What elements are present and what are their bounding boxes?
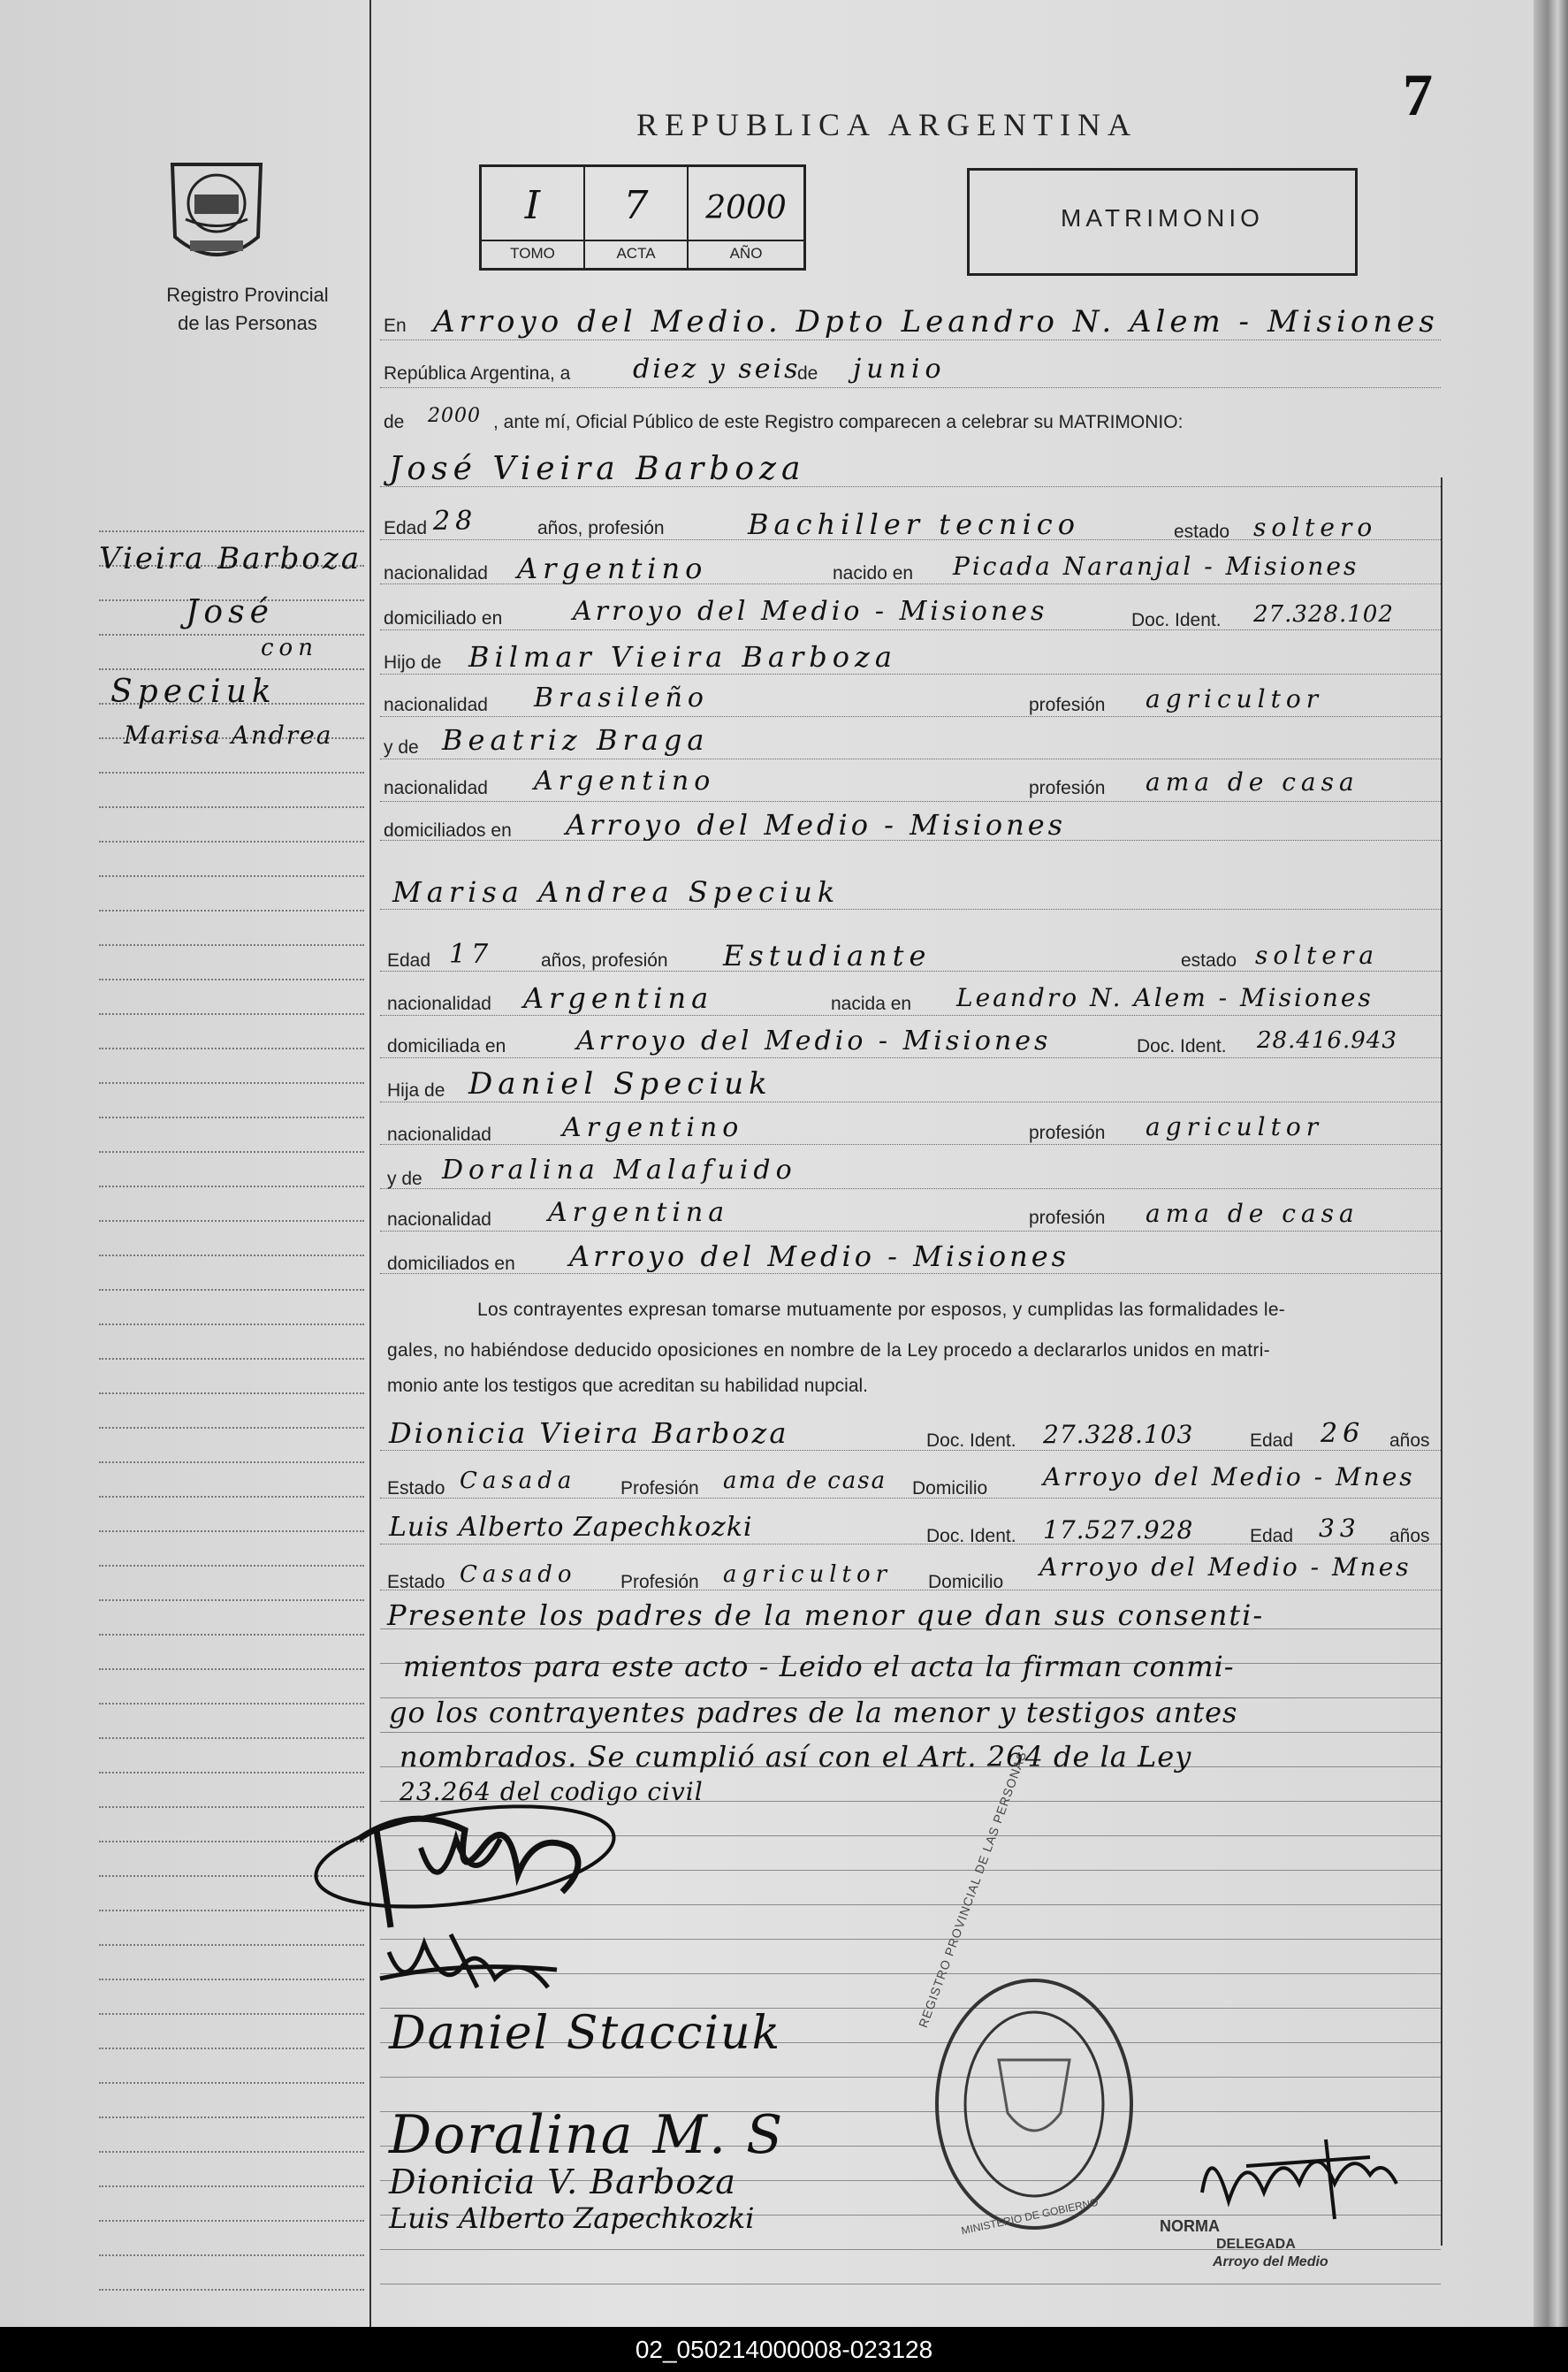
groom-estado: soltero: [1253, 513, 1378, 542]
bride-nacida-label: nacida en: [831, 994, 912, 1014]
witness1-prof-label: Profesión: [620, 1478, 699, 1499]
ruled-line: [380, 1732, 1441, 1733]
bride-father-prof-label: profesión: [1029, 1123, 1106, 1143]
officer-line3: Arroyo del Medio: [1213, 2254, 1328, 2269]
groom-mother: Beatriz Braga: [442, 723, 710, 757]
margin-dotted-line: [99, 806, 364, 808]
bride-doc: 28.416.943: [1257, 1027, 1397, 1054]
witness1-anos-label: años: [1389, 1430, 1430, 1451]
notes-line3: go los contrayentes padres de la menor y testigos antes: [389, 1696, 1238, 1729]
official-stamp-icon: [928, 1972, 1140, 2237]
bride-nacida-en: Leandro N. Alem - Misiones: [956, 983, 1374, 1012]
groom-mother-prof: ama de casa: [1146, 767, 1359, 797]
page-number: 7: [1403, 61, 1433, 128]
field-underline: [380, 1498, 1441, 1499]
margin-note-bride-surname: Speciuk: [110, 674, 277, 710]
margin-dotted-line: [99, 668, 364, 670]
groom-anos-label: años, profesión: [537, 518, 665, 538]
bride-nac-label: nacionalidad: [387, 994, 491, 1014]
bride-mother: Doralina Malafuido: [442, 1155, 797, 1186]
margin-dotted-line: [99, 530, 364, 532]
witness1-prof: ama de casa: [723, 1468, 887, 1494]
witness2-dom: Arroyo del Medio - Mnes: [1039, 1552, 1412, 1582]
field-underline: [380, 1188, 1441, 1189]
witness2-anos-label: años: [1389, 1526, 1430, 1546]
margin-dotted-line: [99, 1220, 364, 1222]
margin-dotted-line: [99, 1323, 364, 1325]
ano-label: AÑO: [689, 240, 803, 263]
acta-label: ACTA: [585, 240, 687, 263]
field-underline: [380, 629, 1441, 630]
groom-father-prof: agricultor: [1146, 684, 1324, 713]
label-republica: República Argentina, a: [384, 363, 571, 384]
groom-parents-dom-label: domiciliados en: [384, 820, 512, 841]
bride-nacionalidad: Argentina: [523, 981, 714, 1015]
margin-dotted-line: [99, 772, 364, 774]
witness2-prof: agricultor: [723, 1561, 893, 1588]
margin-dotted-line: [99, 1082, 364, 1084]
margin-dotted-line: [99, 1048, 364, 1049]
margin-dotted-line: [99, 1565, 364, 1567]
margin-dotted-line: [99, 1634, 364, 1636]
bride-profesion: Estudiante: [723, 939, 932, 972]
bride-mother-prof: ama de casa: [1146, 1199, 1359, 1228]
bride-anos-label: años, profesión: [541, 950, 668, 971]
bride-mother-nac: Argentina: [548, 1197, 730, 1228]
stamp-bottom-text: MINISTERIO DE GOBIERNO: [960, 2195, 1100, 2238]
field-underline: [380, 1273, 1441, 1274]
bride-hija-label: Hija de: [387, 1080, 445, 1101]
bride-edad-label: Edad: [387, 950, 431, 971]
groom-father-prof-label: profesión: [1029, 695, 1106, 715]
signature-officer-scribble: [1193, 2131, 1405, 2228]
groom-edad-label: Edad: [384, 518, 428, 538]
margin-dotted-line: [99, 1599, 364, 1601]
groom-name: José Vieira Barboza: [389, 451, 806, 487]
bride-estado: soltera: [1255, 941, 1380, 970]
bride-father: Daniel Speciuk: [468, 1066, 773, 1102]
witness2-estado: Casado: [460, 1561, 577, 1588]
tomo-value: I: [524, 183, 541, 228]
bride-domicilio: Arroyo del Medio - Misiones: [576, 1026, 1052, 1056]
witness2-name: Luis Alberto Zapechkozki: [389, 1512, 753, 1543]
groom-mother-nac: Argentino: [534, 766, 716, 797]
margin-dotted-line: [99, 2220, 364, 2222]
field-underline: [380, 801, 1441, 802]
label-de-month: de: [797, 363, 818, 384]
scan-id-bar: [0, 2327, 1568, 2372]
groom-nacido-label: nacido en: [833, 563, 914, 583]
bride-mother-prof-label: profesión: [1029, 1208, 1106, 1228]
margin-dotted-line: [99, 1530, 364, 1532]
label-en: En: [384, 316, 407, 336]
notes-line4: nombrados. Se cumplió así con el Art. 264 de la Ley: [400, 1740, 1192, 1773]
witness1-edad: 26: [1321, 1418, 1366, 1449]
label-de-year: de: [384, 412, 405, 432]
acta-cell: [585, 167, 689, 268]
field-underline: [380, 909, 1441, 910]
officer-line1: NORMA: [1160, 2217, 1220, 2235]
margin-dotted-line: [99, 910, 364, 911]
margin-note-bride-given: Marisa Andrea: [124, 721, 333, 750]
margin-dotted-line: [99, 1668, 364, 1670]
record-type: MATRIMONIO: [1061, 204, 1264, 232]
bride-father-prof: agricultor: [1146, 1112, 1324, 1141]
groom-doc: 27.328.102: [1253, 601, 1394, 628]
groom-mother-nac-label: nacionalidad: [384, 778, 488, 798]
witness2-doc: 17.527.928: [1043, 1515, 1194, 1544]
stamp-ring-text: REGISTRO PROVINCIAL DE LAS PERSONAS: [916, 1749, 1030, 2030]
province-seal-icon: [159, 149, 274, 272]
witness2-edad-label: Edad: [1250, 1526, 1294, 1546]
groom-edad: 28: [433, 506, 478, 537]
groom-nacido-en: Picada Naranjal - Misiones: [953, 552, 1359, 581]
margin-dotted-line: [99, 841, 364, 843]
groom-hijo-label: Hijo de: [384, 652, 442, 673]
margin-dotted-line: [99, 1392, 364, 1394]
record-id-box: [479, 164, 806, 271]
field-underline: [380, 1057, 1441, 1058]
signature-witness2: Luis Alberto Zapechkozki: [389, 2201, 755, 2235]
witness2-doc-label: Doc. Ident.: [926, 1526, 1016, 1546]
marriage-place: Arroyo del Medio. Dpto Leandro N. Alem - Misiones: [433, 304, 1439, 339]
field-underline: [380, 387, 1441, 388]
registry-line2: de las Personas: [178, 312, 317, 334]
bride-name: Marisa Andrea Speciuk: [392, 875, 841, 909]
margin-dotted-line: [99, 2185, 364, 2187]
margin-dotted-line: [99, 1461, 364, 1463]
margin-dotted-line: [99, 944, 364, 946]
bride-parents-dom-label: domiciliados en: [387, 1254, 515, 1274]
margin-dotted-line: [99, 1013, 364, 1015]
witness2-dom-label: Domicilio: [928, 1572, 1004, 1592]
country-title: REPUBLICA ARGENTINA: [636, 107, 1138, 142]
margin-dotted-line: [99, 2082, 364, 2084]
witness1-edad-label: Edad: [1250, 1430, 1294, 1451]
groom-dom-label: domiciliado en: [384, 608, 503, 629]
witness1-name: Dionicia Vieira Barboza: [389, 1416, 789, 1450]
margin-note-surname: Vieira Barboza: [99, 541, 362, 576]
declaration-line3: monio ante los testigos que acreditan su habilidad nupcial.: [387, 1376, 869, 1396]
witness1-doc-label: Doc. Ident.: [926, 1430, 1016, 1451]
field-underline: [380, 1231, 1441, 1232]
field-underline: [380, 674, 1441, 675]
margin-dotted-line: [99, 1427, 364, 1429]
witness1-estado: Casada: [460, 1468, 577, 1494]
ano-cell: [689, 167, 803, 268]
groom-nac-label: nacionalidad: [384, 563, 488, 583]
groom-profesion: Bachiller tecnico: [748, 507, 1080, 541]
witness2-estado-label: Estado: [387, 1572, 445, 1592]
groom-mother-prof-label: profesión: [1029, 778, 1106, 798]
margin-dotted-line: [99, 1703, 364, 1705]
signature-bride-mother: Doralina M. S: [389, 2104, 785, 2166]
groom-father: Bilmar Vieira Barboza: [468, 640, 897, 674]
bride-father-nac: Argentino: [562, 1112, 744, 1143]
margin-dotted-line: [99, 634, 364, 636]
declaration-line1: Los contrayentes expresan tomarse mutuamente por esposos, y cumplidas las formalidades le-: [477, 1300, 1286, 1320]
margin-dotted-line: [99, 1737, 364, 1739]
margin-dotted-line: [99, 1117, 364, 1118]
groom-father-nac: Brasileño: [534, 683, 709, 713]
witness1-dom: Arroyo del Medio - Mnes: [1043, 1462, 1415, 1491]
margin-dotted-line: [99, 1772, 364, 1773]
margin-note-con: con: [261, 635, 318, 661]
notes-line2: mientos para este acto - Leido el acta la firman conmi-: [403, 1650, 1235, 1683]
field-underline: [380, 1144, 1441, 1145]
notes-line1: Presente los padres de la menor que dan sus consenti-: [387, 1598, 1265, 1632]
registry-name: [115, 281, 380, 338]
tomo-cell: [482, 167, 585, 268]
witness2-prof-label: Profesión: [620, 1572, 699, 1592]
margin-dotted-line: [99, 1358, 364, 1360]
margin-dotted-line: [99, 1151, 364, 1153]
groom-doc-label: Doc. Ident.: [1131, 610, 1222, 630]
registry-line1: Registro Provincial: [166, 284, 329, 306]
signature-bride-father: Daniel Stacciuk: [389, 2007, 782, 2060]
groom-parents-dom: Arroyo del Medio - Misiones: [566, 808, 1067, 842]
groom-father-nac-label: nacionalidad: [384, 695, 488, 715]
groom-estado-label: estado: [1174, 522, 1230, 542]
margin-dotted-line: [99, 1496, 364, 1498]
margin-dotted-line: [99, 2254, 364, 2256]
appear-text: , ante mí, Oficial Público de este Registro comparecen a celebrar su MATRIMONIO:: [493, 412, 1184, 432]
field-underline: [380, 339, 1441, 340]
margin-dotted-line: [99, 1289, 364, 1291]
bride-estado-label: estado: [1181, 950, 1237, 971]
ruled-line: [380, 2077, 1441, 2078]
bride-dom-label: domiciliada en: [387, 1036, 506, 1056]
groom-y-de-label: y de: [384, 737, 419, 758]
marriage-month: junio: [853, 354, 947, 385]
bride-father-nac-label: nacionalidad: [387, 1125, 491, 1145]
margin-dotted-line: [99, 1944, 364, 1946]
bride-parents-dom: Arroyo del Medio - Misiones: [569, 1239, 1070, 1273]
margin-note-given: José: [186, 594, 274, 630]
signature-witness1: Dionicia V. Barboza: [389, 2162, 736, 2201]
signature-groom-scribble: [371, 1917, 575, 2005]
bride-edad: 17: [449, 939, 494, 970]
page-edge: [1534, 0, 1568, 2327]
signature-official-scribble: [306, 1795, 633, 1936]
tomo-label: TOMO: [482, 240, 583, 263]
marriage-year: 2000: [428, 405, 481, 427]
groom-domicilio: Arroyo del Medio - Misiones: [573, 596, 1048, 627]
right-border: [1441, 477, 1442, 2246]
margin-dotted-line: [99, 1255, 364, 1256]
witness1-estado-label: Estado: [387, 1478, 445, 1499]
margin-dotted-line: [99, 2116, 364, 2118]
marriage-day: diez y seis: [633, 354, 801, 385]
margin-dotted-line: [99, 1186, 364, 1187]
witness1-doc: 27.328.103: [1043, 1420, 1194, 1449]
field-underline: [380, 716, 1441, 717]
margin-dotted-line: [99, 2289, 364, 2291]
acta-value: 7: [623, 183, 649, 228]
bride-doc-label: Doc. Ident.: [1137, 1036, 1227, 1056]
officer-line2: DELEGADA: [1216, 2237, 1296, 2252]
scan-id: 02_050214000008-023128: [635, 2336, 933, 2363]
bride-y-de-label: y de: [387, 1169, 422, 1189]
witness1-dom-label: Domicilio: [912, 1478, 988, 1499]
field-underline: [380, 1015, 1441, 1016]
notes-line5: 23.264 del codigo civil: [400, 1777, 704, 1806]
margin-dotted-line: [99, 1979, 364, 1980]
bride-mother-nac-label: nacionalidad: [387, 1209, 491, 1230]
margin-dotted-line: [99, 875, 364, 877]
witness2-edad: 33: [1319, 1514, 1361, 1543]
ano-value: 2000: [705, 190, 787, 226]
groom-nacionalidad: Argentino: [517, 552, 708, 585]
margin-dotted-line: [99, 979, 364, 980]
margin-dotted-line: [99, 2151, 364, 2153]
margin-dotted-line: [99, 2048, 364, 2049]
margin-dotted-line: [99, 2013, 364, 2015]
declaration-line2: gales, no habiéndose deducido oposiciones en nombre de la Ley procedo a declararlos unidos en matri-: [387, 1340, 1270, 1361]
record-type-box: [967, 168, 1358, 276]
